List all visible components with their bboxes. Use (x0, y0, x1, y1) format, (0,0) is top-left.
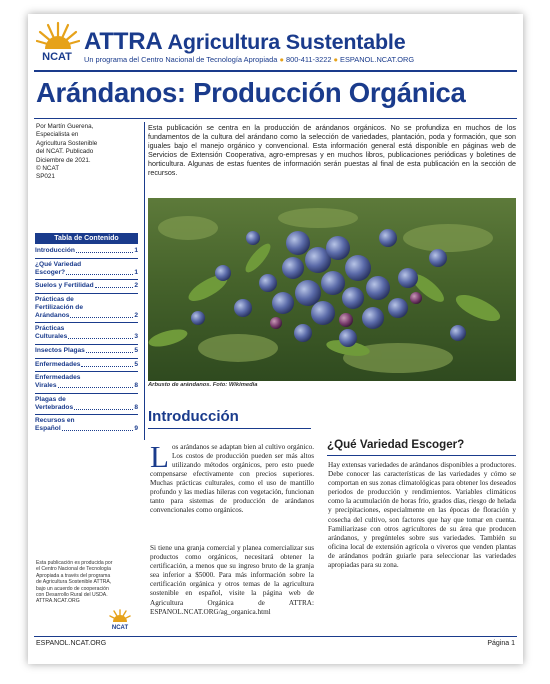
toc-label: Recursos en (35, 417, 75, 425)
toc-item-virales[interactable] (35, 374, 138, 390)
subtitle-web: ESPANOL.NCAT.ORG (340, 55, 415, 64)
toc-page: 8 (134, 403, 138, 411)
toc-page: 9 (134, 425, 138, 433)
author-line: Especialista en (36, 131, 79, 139)
footer-divider (34, 636, 517, 637)
brand-rest: Agricultura Sustentable (167, 30, 406, 54)
ncat-logo-text: NCAT (42, 51, 72, 63)
toc-item-insectos[interactable] (35, 347, 138, 355)
toc-separator (35, 358, 138, 359)
photo-caption: Arbusto de arándanos. Foto: Wikimedia (148, 382, 258, 388)
toc-page: 5 (134, 346, 138, 354)
toc-label: Suelos y Fertilidad (35, 282, 94, 290)
variety-text: Hay extensas variedades de arándanos disponibles a productores. Debe conocer las características de las variedades y cómo se comportan en sus zonas climatológicas para obtener los deseados periodos de producción y rendimientos. Variables climáticos como la acumulación de horas frío, grados días, riesgo de helada y precipitaciones, especialmente en las épocas de floración y cosecha del cultivo, son factores que hay que tomar en cuenta. Familiarizase con otros agricultores de su área que producen arándanos, y pregúnteles sobre sus variedades. También su oficina local de extensión agrícola o viveros que venden plantas de arándanos podrán guiarle para seleccionar las variedades apropiadas para su zona. (328, 461, 516, 570)
brand-title (84, 28, 405, 56)
toc-item-variedad[interactable] (35, 261, 138, 277)
section-heading-variedad: ¿Qué Variedad Escoger? (327, 438, 465, 451)
toc-label: Plagas de (35, 395, 66, 403)
intro-body (150, 439, 314, 515)
toc-item-suelos[interactable] (35, 282, 138, 290)
toc-page: 3 (134, 333, 138, 341)
author-line: © NCAT (36, 165, 60, 173)
toc-leader (68, 333, 133, 339)
toc-label: Prácticas de (35, 295, 74, 303)
intro-text-1: os arándanos se adaptan bien al cultivo orgánico. Los costos de producción pueden ser más altos utilizando métodos orgánicos, pero esto puede compensarse efectivamente con precios superiores. Muchas prácticas culturales, como el uso de mantillo profundo y las medias hileras con vegetación, funcionan tanto para sistemas de producción de arándanos convencionales como orgánicos. (150, 443, 314, 515)
toc-separator (35, 258, 138, 259)
toc-leader (95, 282, 134, 288)
toc-separator (35, 344, 138, 345)
section-divider (327, 455, 516, 456)
toc-page: 8 (134, 382, 138, 390)
toc-label: Introducción (35, 247, 75, 254)
toc-page: 2 (134, 311, 138, 319)
ncat-small-logo-icon (108, 608, 132, 630)
toc-label: Vertebrados (35, 403, 74, 411)
toc-leader (86, 347, 133, 353)
toc-leader (70, 312, 133, 318)
intro-paragraph: Esta publicación se centra en la producción de arándanos orgánicos. No se profundiza en muchos de los fundamentos de la cultura del arándano como la selección de variedades, plantación, poda y formación, que son iguales bajo el manejo orgánico y convencional. Esta información general está disponible en páginas web de Servicios de Extensión Cooperativa, agro-empresas y en muchos libros, publicaciones periódicas y boletines de horticultura. Algunas de estas fuentes de información serán puestas al final de esta publicación en la sección de recursos. (148, 124, 516, 178)
toc-label: Fertilización de (35, 303, 83, 311)
toc-label: Enfermedades (35, 360, 81, 368)
author-info (36, 123, 141, 182)
subtitle-phone: 800-411-3222 (285, 55, 332, 64)
author-line: del NCAT. Publicado (36, 148, 94, 156)
intro-text-2: Si tiene una granja comercial y planea comercializar sus productos como orgánicos, necesitará obtener la certificación, a menos que su ingreso bruto de la granja sea inferior a $5000. Para más información sobre la certificación orgánica y otros temas de la agricultura sostenible en español, visite la página web de Agricultura Orgánica de ATTRA: ESPANOL.NCAT.ORG/ag_organica.html (150, 544, 314, 616)
toc-page: 2 (134, 282, 138, 290)
toc-item-enfermedades[interactable] (35, 361, 138, 369)
header-divider (34, 70, 517, 72)
author-line: Agricultura Sostenible (36, 139, 98, 147)
toc-separator (35, 371, 138, 372)
toc-leader (74, 404, 133, 410)
subtitle-org: Un programa del Centro Nacional de Tecnología Apropiada (84, 55, 278, 64)
toc-leader (81, 361, 133, 367)
toc-page: 1 (134, 268, 138, 276)
toc-separator (35, 414, 138, 415)
toc-item-recursos[interactable] (35, 417, 138, 433)
ncat-sun-logo-icon (36, 20, 80, 50)
document-page (28, 14, 523, 664)
toc-label: Virales (35, 382, 57, 390)
toc-separator (35, 322, 138, 323)
table-of-contents (35, 233, 138, 436)
toc-label: Insectos Plagas (35, 346, 85, 354)
toc-heading: Tabla de Contenido (35, 233, 138, 244)
toc-separator (35, 293, 138, 294)
toc-label: Español (35, 425, 61, 433)
toc-page: 1 (134, 247, 138, 254)
author-line: Diciembre de 2021. (36, 156, 91, 164)
svg-text:NCAT: NCAT (111, 625, 129, 630)
drop-cap: L (150, 439, 169, 474)
toc-label: Prácticas (35, 325, 65, 333)
toc-label: Arándanos (35, 311, 70, 319)
toc-item-culturales[interactable] (35, 325, 138, 341)
page-title: Arándanos: Producción Orgánica (36, 77, 466, 108)
toc-item-vertebrados[interactable] (35, 396, 138, 412)
toc-item-introduccion[interactable] (35, 247, 138, 255)
toc-page: 5 (134, 360, 138, 368)
toc-label: ¿Qué Variedad (35, 260, 82, 268)
section-divider (148, 428, 311, 429)
toc-label: Culturales (35, 333, 68, 341)
author-line: SP021 (36, 173, 55, 181)
toc-item-fertilizacion[interactable] (35, 296, 138, 320)
title-divider (34, 118, 517, 119)
toc-separator (35, 279, 138, 280)
footer-url[interactable]: ESPANOL.NCAT.ORG (36, 640, 107, 647)
bullet-icon: ● (279, 55, 286, 64)
toc-separator (35, 393, 138, 394)
brand-subtitle (84, 55, 414, 64)
blueberry-photo (148, 198, 516, 381)
column-divider (144, 122, 145, 440)
section-heading-introduccion: Introducción (148, 408, 239, 425)
attra-footnote: Esta publicación es producida por el Centro Nacional de Tecnología Apropiada a través del programa de Agricultura Sostenible ATTRA, bajo un acuerdo de cooperación con Desarrollo Rural del USDA. ATTRA.NCAT.ORG (36, 560, 113, 605)
toc-leader (76, 247, 133, 253)
author-line: Por Martín Guerena, (36, 123, 94, 130)
toc-label: Enfermedades (35, 374, 81, 382)
brand-main: ATTRA (84, 28, 163, 55)
toc-leader (62, 425, 134, 431)
footer-page-number: Página 1 (487, 640, 515, 647)
toc-leader (66, 269, 133, 275)
toc-leader (58, 382, 134, 388)
bullet-icon: ● (333, 55, 341, 64)
toc-label: Escoger? (35, 268, 66, 276)
